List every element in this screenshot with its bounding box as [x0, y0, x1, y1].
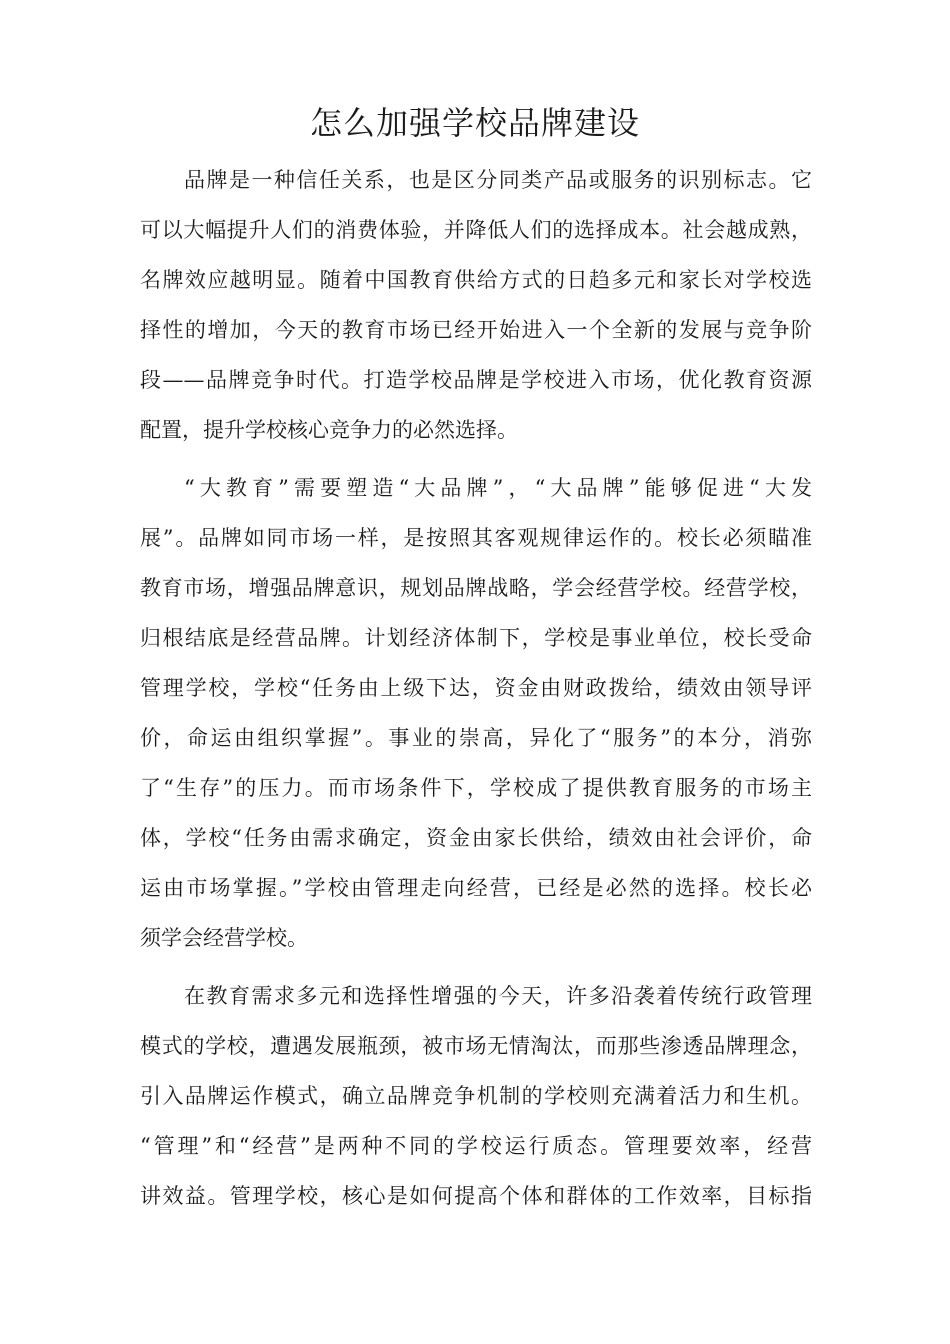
text-line: 择性的增加，今天的教育市场已经开始进入一个全新的发展与竞争阶: [140, 318, 812, 342]
paragraph-1: [140, 155, 812, 455]
text-line: 价，命运由组织掌握”。事业的崇高，异化了“服务”的本分，消弥: [140, 726, 812, 750]
document-title: 怎么加强学校品牌建设: [309, 104, 640, 142]
text-line: 了“生存”的压力。而市场条件下，学校成了提供教育服务的市场主: [140, 776, 812, 800]
text-line: 引入品牌运作模式，确立品牌竞争机制的学校则充满着活力和生机。: [140, 1084, 812, 1108]
text-line: 模式的学校，遭遇发展瓶颈，被市场无情淘汰，而那些渗透品牌理念，: [140, 1034, 812, 1058]
text-line: 品牌是一种信任关系，也是区分同类产品或服务的识别标志。它: [184, 168, 812, 192]
text-line: 体，学校“任务由需求确定，资金由家长供给，绩效由社会评价，命: [140, 826, 812, 850]
text-line: 讲效益。管理学校，核心是如何提高个体和群体的工作效率，目标指: [140, 1184, 812, 1208]
text-line: 教育市场，增强品牌意识，规划品牌战略，学会经营学校。经营学校，: [140, 576, 812, 600]
document-body: [140, 155, 812, 1229]
text-line: 归根结底是经营品牌。计划经济体制下，学校是事业单位，校长受命: [140, 626, 812, 650]
text-line: 在教育需求多元和选择性增强的今天，许多沿袭着传统行政管理: [184, 984, 812, 1008]
text-line: 段——品牌竞争时代。打造学校品牌是学校进入市场，优化教育资源: [140, 368, 812, 392]
text-line: 配置，提升学校核心竞争力的必然选择。: [140, 418, 518, 442]
paragraph-2: [140, 463, 812, 963]
text-line: “管理”和“经营”是两种不同的学校运行质态。管理要效率，经营: [140, 1134, 812, 1158]
text-line: 展”。品牌如同市场一样，是按照其客观规律运作的。校长必须瞄准: [140, 526, 812, 550]
text-line: “大教育”需要塑造“大品牌”，“大品牌”能够促进“大发: [184, 476, 812, 500]
paragraph-3: [140, 971, 812, 1221]
text-line: 名牌效应越明显。随着中国教育供给方式的日趋多元和家长对学校选: [140, 268, 812, 292]
text-line: 运由市场掌握。”学校由管理走向经营，已经是必然的选择。校长必: [140, 876, 812, 900]
text-line: 管理学校，学校“任务由上级下达，资金由财政拨给，绩效由领导评: [140, 676, 812, 700]
text-line: 可以大幅提升人们的消费体验，并降低人们的选择成本。社会越成熟，: [140, 218, 812, 242]
text-line: 须学会经营学校。: [140, 926, 308, 950]
